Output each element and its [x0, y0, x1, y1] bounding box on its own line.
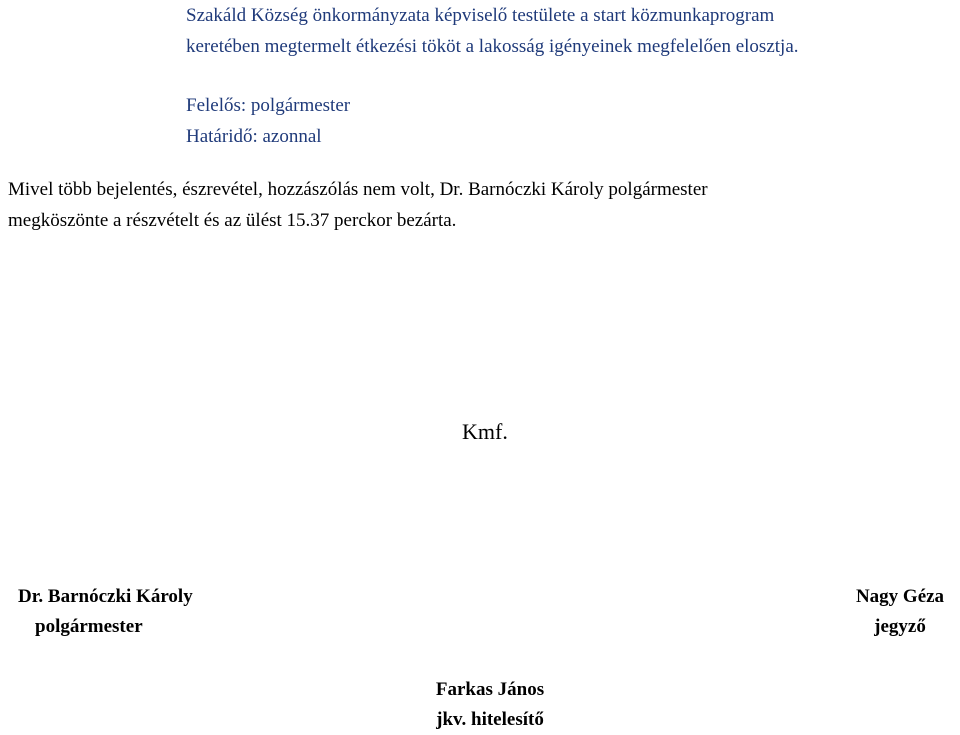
authenticator-name: Farkas János [435, 679, 545, 700]
responsible-line: Felelős: polgármester [186, 95, 351, 116]
mayor-signature-block [18, 582, 238, 642]
closing-paragraph [8, 174, 948, 236]
authenticator-signature-block [410, 675, 570, 735]
resolution-text [186, 0, 926, 62]
mayor-name: Dr. Barnóczki Károly [18, 586, 193, 607]
kmf-label: Kmf. [462, 419, 508, 444]
resolution-line: keretében megtermelt étkezési tököt a lakosság igényeinek megfelelően elosztja. [186, 36, 799, 57]
resolution-line: Szakáld Község önkormányzata képviselő testülete a start közmunkaprogram [186, 5, 775, 26]
mayor-role: polgármester [35, 616, 143, 637]
closing-line: Mivel több bejelentés, észrevétel, hozzászólás nem volt, Dr. Barnóczki Károly polgármester [8, 179, 708, 200]
closing-line: megköszönte a részvételt és az ülést 15.37 perckor bezárta. [8, 210, 457, 231]
notary-name: Nagy Géza [855, 586, 945, 607]
authenticator-role: jkv. hitelesítő [436, 709, 544, 730]
notary-role: jegyző [874, 616, 926, 637]
notary-signature-block [840, 582, 960, 642]
deadline-line: Határidő: azonnal [186, 126, 322, 147]
resolution-meta [186, 90, 350, 152]
